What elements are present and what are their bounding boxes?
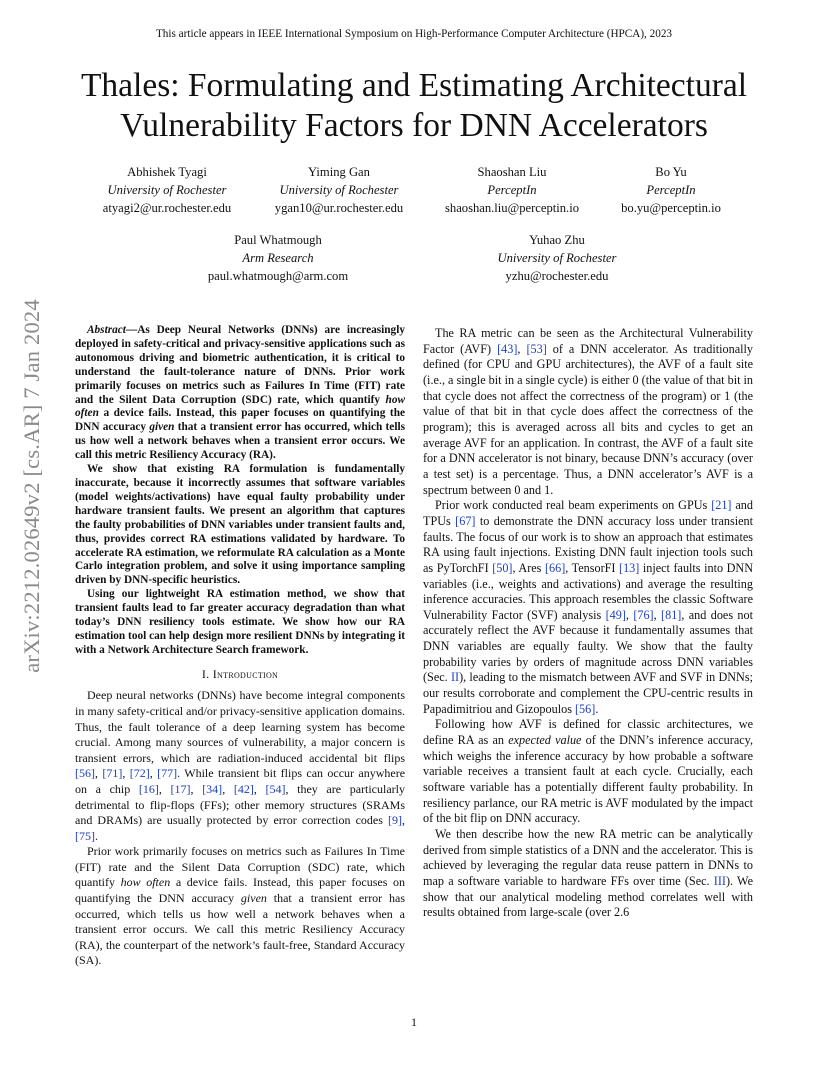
author-block (498, 231, 617, 285)
body-paragraph: Deep neural networks (DNNs) have become integral components in many safety-critical and/or privacy-sensitive application domains. Thus, the fault tolerance of a deep learning system has become crucial. Among many sources of vulnerability, a major concern is transient errors, which are radiation-induced accidental bit flips [56], [71], [72], [77]. While transient bit flips can occur anywhere on a chip [16], [17], [34], [42], [54], they are particularly detrimental to flip-flops (FFs); other memory structures (SRAMs and DRAMs) are usually protected by error correction codes [9], [75]. (75, 688, 406, 843)
author-email[interactable]: yzhu@rochester.edu (505, 269, 609, 283)
abstract-paragraph: We show that existing RA formulation is fundamentally inaccurate, because it incorrectly assumes that software variables (model weights/activations) have equal faulty probability under hardware transient faults. We present an algorithm that captures the faulty probabilities of DNN variables under transient faults and, thus, provides correct RA estimations validated by hardware. To accelerate RA estimation, we reformulate RA calculation as a Monte Carlo integration problem, and solve it using importance sampling driven by DNN-specific heuristics. (75, 463, 405, 587)
author-name: Shaoshan Liu (477, 165, 547, 179)
citation-link[interactable]: [81] (661, 607, 682, 622)
body-paragraph: Prior work conducted real beam experiments on GPUs [21] and TPUs [67] to demonstrate the DNN accuracy loss under transient faults. The focus of our work is to show an approach that estimates RA using fault injections. Existing DNN fault injection tools such as PyTorchFI [50], Ares [66], TensorFI [13] inject faults into DNN variables (i.e., weights and activations) and average the resulting inference accuracies. This approach resembles the classic Software Vulnerability Factor (SVF) analysis [49], [76], [81], and does not accurately reflect the AVF because it fundamentally assumes that DNN variables are equally faulty. We show that the faulty probability varies by orders of magnitude across DNN variables (Sec. II), leading to the mismatch between AVF and SVF in DNNs; our results corroborate and complement the CPU-centric results in Papadimitriou and Gizopoulos [56]. (423, 498, 754, 716)
citation-link[interactable]: [49] (605, 607, 626, 622)
citation-link[interactable]: [34] (202, 781, 223, 796)
section-link[interactable]: II (450, 670, 460, 685)
author-affiliation: PerceptIn (646, 183, 696, 197)
citation-link[interactable]: [50] (492, 560, 513, 575)
section-link[interactable]: III (713, 873, 726, 888)
abstract-paragraph: Using our lightweight RA estimation method, we show that transient faults lead to far greater accuracy degradation than what today’s DNN resiliency tools estimate. We show how our RA estimation tool can help design more resilient DNNs by integrating it with a Network Architecture Search framework. (75, 588, 405, 656)
citation-link[interactable]: [77] (157, 766, 178, 781)
author-email[interactable]: atyagi2@ur.rochester.edu (102, 201, 232, 215)
author-block (275, 163, 403, 217)
body-paragraph: Prior work primarily focuses on metrics such as Failures In Time (FIT) rate and the Silent Data Corruption (SDC) rate, which quantify how often a device fails. Instead, this paper focuses on quantifying the DNN accuracy given that a transient error has occurred, which tells us how well a network behaves when a transient error occurs. We call this metric Resiliency Accuracy (RA), the counterpart of the network’s fault-free, Standard Accuracy (SA). (75, 844, 406, 968)
citation-link[interactable]: [76] (633, 607, 654, 622)
venue-header-note: This article appears in IEEE International Symposium on High-Performance Computer Architecture (HPCA), 2023 (155, 28, 673, 40)
author-name: Paul Whatmough (234, 233, 322, 247)
citation-link[interactable]: [9] (388, 813, 402, 828)
section-heading: I. Introduction (201, 666, 279, 681)
author-name: Bo Yu (655, 165, 687, 179)
citation-link[interactable]: [42] (233, 781, 254, 796)
citation-link[interactable]: [16] (138, 781, 159, 796)
author-name: Abhishek Tyagi (127, 165, 207, 179)
author-affiliation: University of Rochester (279, 183, 399, 197)
citation-link[interactable]: [56] (75, 766, 95, 781)
citation-link[interactable]: [43] (497, 341, 518, 356)
body-paragraph: Following how AVF is defined for classic architectures, we define RA as an expected value of the DNN’s inference accuracy, which weighs the inference accuracy by how probable a software variable receives a transient fault at each cycle. Crucially, each software variable has a potentially different faulty probability. In resiliency parlance, our RA metric is AVF modulated by the impact of the bit flip on DNN accuracy. (423, 717, 753, 826)
author-name: Yuhao Zhu (529, 233, 585, 247)
body-paragraph: We then describe how the new RA metric can be analytically derived from simple statistics of a DNN and the accelerator. This is achieved by leveraging the regular data reuse pattern in DNNs to map a software variable to hardware FFs over time (Sec. III). We show that our analytical modeling method correlates well with results obtained from large-scale (over 2.6 (423, 827, 753, 920)
abstract (75, 324, 405, 658)
author-email[interactable]: paul.whatmough@arm.com (207, 269, 349, 283)
author-email[interactable]: shaoshan.liu@perceptin.io (444, 201, 580, 215)
citation-link[interactable]: [71] (102, 766, 123, 781)
abstract-paragraph: Abstract—As Deep Neural Networks (DNNs) are increasingly deployed in safety-critical and privacy-sensitive applications such as autonomous driving and biometric authentication, it is critical to understand the fault-tolerance nature of DNNs. Prior work primarily focuses on metrics such as Failures In Time (FIT) rate and the Silent Data Corruption (SDC) rate, which quantify how often a device fails. Instead, this paper focuses on quantifying the DNN accuracy given that a transient error has occurred, which tells us how well a network behaves when a transient error occurs. We call this metric Resiliency Accuracy (RA). (75, 324, 405, 462)
citation-link[interactable]: [13] (619, 560, 640, 575)
citation-link[interactable]: [54] (265, 781, 286, 796)
citation-link[interactable]: [66] (544, 560, 566, 575)
author-affiliation: University of Rochester (107, 183, 227, 197)
citation-link[interactable]: [67] (455, 513, 476, 528)
citation-link[interactable]: [72] (129, 766, 150, 781)
abstract-label: Abstract (87, 324, 126, 336)
author-affiliation: University of Rochester (497, 251, 617, 265)
author-name: Yiming Gan (308, 165, 370, 179)
author-affiliation: PerceptIn (487, 183, 537, 197)
citation-link[interactable]: [17] (170, 781, 191, 796)
arxiv-identifier: arXiv:2212.02649v2 [cs.AR] 7 Jan 2024 (19, 299, 45, 673)
author-block (208, 231, 348, 285)
author-block (445, 163, 579, 217)
author-email[interactable]: bo.yu@perceptin.io (621, 201, 721, 215)
arxiv-sidebar-stamp (8, 296, 56, 676)
body-paragraph: The RA metric can be seen as the Architectural Vulnerability Factor (AVF) [43], [53] of a DNN accelerator. As traditionally defined (for CPU and GPU architectures), the AVF of a fault site (i.e., a single bit in a single cycle) is either 0 (the value of that bit in that cycle does not affect the correctness of the program) or 1 (the value of that bit in that cycle does affect the correctness of the program); this is averaged across all bits and cycles to get an average AVF for an application. In contrast, the AVF of a fault site for a DNN accelerator is not binary, because DNN’s accuracy (over a test set) is a percentage. Thus, a DNN accelerator’s AVF is a spectrum between 0 and 1. (423, 326, 754, 497)
left-column (75, 324, 405, 969)
author-affiliation: Arm Research (242, 251, 314, 265)
paper-title: Thales: Formulating and Estimating Architectural Vulnerability Factors for DNN Accelerators (80, 67, 748, 144)
author-block (621, 163, 721, 217)
author-email[interactable]: ygan10@ur.rochester.edu (274, 201, 404, 215)
citation-link[interactable]: [75] (75, 828, 95, 843)
right-column (423, 326, 753, 921)
citation-link[interactable]: [56] (575, 701, 596, 716)
citation-link[interactable]: [21] (711, 498, 732, 513)
page-number: 1 (411, 1015, 417, 1029)
citation-link[interactable]: [53] (526, 341, 547, 356)
author-block (103, 163, 231, 217)
